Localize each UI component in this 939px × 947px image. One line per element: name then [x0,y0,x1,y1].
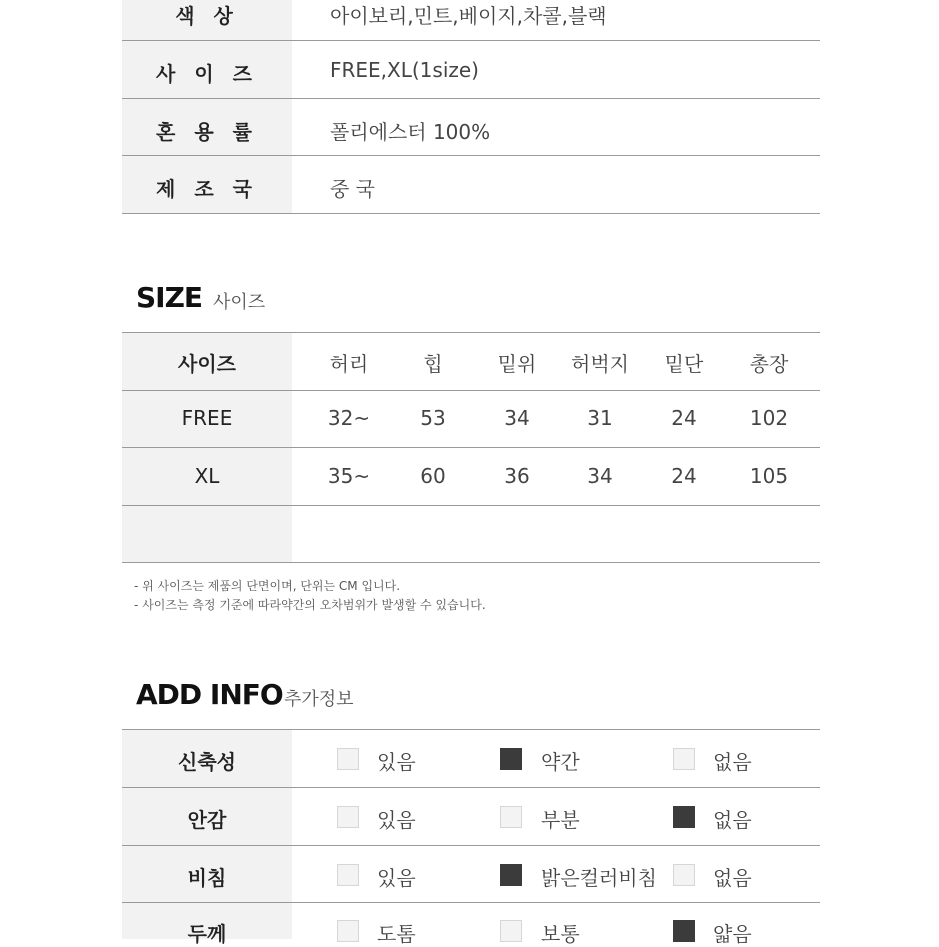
addinfo-label-sheer: 비침 [187,866,227,890]
size-note-2: - 사이즈는 측정 기준에 따라약간의 오차범위가 발생할 수 있습니다. [134,598,486,612]
size-row-label: XL [194,464,220,488]
size-cell: 35~ [327,464,371,488]
size-header-thigh: 허벅지 [571,352,629,376]
info-label-material: 혼 용 률 [156,120,258,144]
divider [122,447,820,448]
divider [122,390,820,391]
checkbox-icon [673,748,695,770]
option-label: 얇음 [713,922,752,946]
divider [122,213,820,214]
size-section-subtitle: 사이즈 [213,292,266,313]
size-header-label: 사이즈 [178,352,236,376]
checked-box-icon [500,748,522,770]
divider [122,562,820,563]
size-cell: 24 [671,464,697,488]
info-value-origin: 중 국 [330,177,375,201]
info-label-color: 색 상 [175,4,239,28]
size-cell: 32~ [327,406,371,430]
option-label: 보통 [541,922,580,946]
option-label: 없음 [713,750,752,774]
option-label: 있음 [377,808,416,832]
info-label-size: 사 이 즈 [156,62,258,86]
option-label: 약간 [541,750,580,774]
option-label: 있음 [377,866,416,890]
addinfo-label-stretch: 신축성 [178,750,236,774]
info-value-color: 아이보리,민트,베이지,차콜,블랙 [330,4,607,28]
size-cell: 60 [420,464,446,488]
checkbox-icon [337,806,359,828]
divider [122,505,820,506]
checkbox-icon [337,864,359,886]
addinfo-label-thickness: 두께 [187,922,227,946]
checkbox-icon [337,748,359,770]
size-cell: 36 [504,464,530,488]
size-section-title: SIZE [136,281,203,314]
size-header-hem: 밑단 [664,352,704,376]
option-label: 밝은컬러비침 [541,866,657,890]
checkbox-icon [500,806,522,828]
size-cell: 31 [587,406,613,430]
size-header-hip: 힙 [423,352,443,376]
info-value-size: FREE,XL(1size) [330,58,479,82]
divider [122,787,820,788]
addinfo-section-subtitle: 추가정보 [284,689,354,710]
option-label: 부분 [541,808,580,832]
size-header-waist: 허리 [329,352,369,376]
size-header-rise: 밑위 [497,352,537,376]
addinfo-label-lining: 안감 [187,808,227,832]
divider [122,902,820,903]
info-value-material: 폴리에스터 100% [330,120,491,144]
size-cell: 102 [749,406,789,430]
size-cell: 34 [504,406,530,430]
size-note-1: - 위 사이즈는 제품의 단면이며, 단위는 CM 입니다. [134,579,401,593]
option-label: 도톰 [377,922,416,946]
option-label: 있음 [377,750,416,774]
checked-box-icon [673,806,695,828]
size-cell: 24 [671,406,697,430]
size-cell: 53 [420,406,446,430]
divider [122,40,820,41]
size-cell: 34 [587,464,613,488]
divider [122,98,820,99]
size-header-length: 총장 [749,352,789,376]
size-cell: 105 [749,464,789,488]
checked-box-icon [500,864,522,886]
option-label: 없음 [713,866,752,890]
divider [122,155,820,156]
info-label-origin: 제 조 국 [156,177,258,201]
addinfo-section-title: ADD INFO [136,678,283,711]
option-label: 없음 [713,808,752,832]
divider [122,845,820,846]
checkbox-icon [673,864,695,886]
size-row-label: FREE [181,406,233,430]
